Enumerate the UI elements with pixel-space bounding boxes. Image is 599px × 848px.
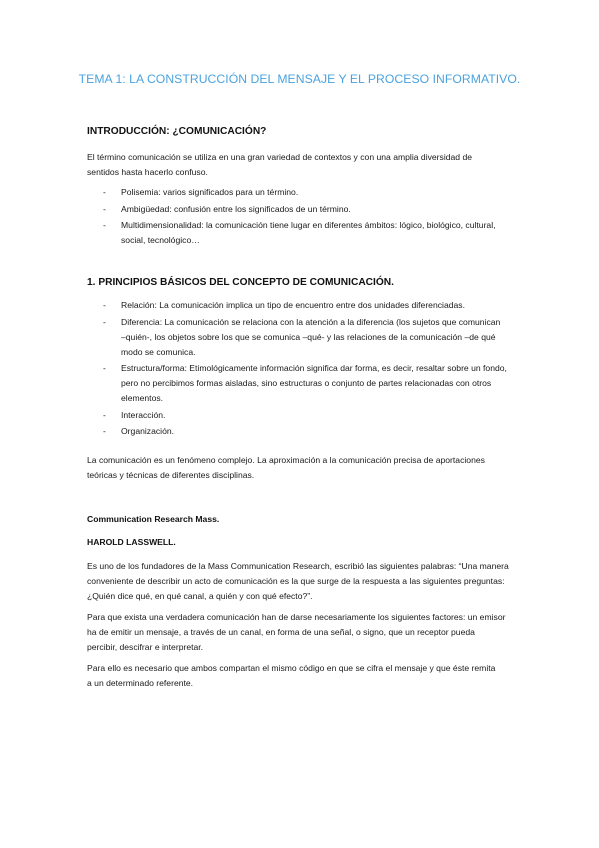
list-item-text: Relación: La comunicación implica un tipo de encuentro entre dos unidades diferenciadas. (121, 300, 465, 310)
list-item (87, 298, 507, 313)
bullet-dash: - (103, 300, 106, 310)
list-item-text: Ambigüedad: confusión entre los significados de un término. (121, 203, 351, 214)
list-item-text: Interacción. (121, 409, 166, 420)
section1-paragraph: La comunicación es un fenómeno complejo. La aproximación a la comunicación precisa de aportaciones teóricas y técnicas de diferentes disciplinas. (87, 455, 485, 480)
list-item (87, 408, 507, 423)
section1-heading: 1. PRINCIPIOS BÁSICOS DEL CONCEPTO DE COMUNICACIÓN. (87, 277, 394, 288)
bullet-dash: - (103, 187, 106, 197)
list-item (87, 185, 507, 200)
document-title: TEMA 1: LA CONSTRUCCIÓN DEL MENSAJE Y EL PROCESO INFORMATIVO. (78, 72, 521, 86)
list-item-text: Diferencia: La comunicación se relaciona con la atención a la diferencia (los sujetos que comunican –quién-, los objetos sobre los que se comunica –qué- y las relaciones de la comunicación –de qué modo se comunica. (121, 316, 501, 357)
list-item (87, 361, 507, 406)
list-item-text: Estructura/forma: Etimológicamente información significa dar forma, es decir, resaltar sobre un fondo, pero no percibimos formas aisladas, sino estructuras o conjunto de partes relacionadas con otros elementos. (121, 363, 507, 403)
bullet-dash: - (103, 363, 106, 373)
list-item (87, 424, 507, 439)
research-paragraph-2: Para que exista una verdadera comunicación han de darse necesariamente los siguientes factores: un emisor ha de emitir un mensaje, a través de un canal, en forma de una señal, o signo, que un receptor pueda percibir, descifrar e interpretar. (87, 612, 506, 652)
research-paragraph-3: Para ello es necesario que ambos compartan el mismo código en que se cifra el mensaje y que éste remita a un determinado referente. (87, 663, 496, 688)
list-item-text: Multidimensionalidad: la comunicación tiene lugar en diferentes ámbitos: lógico, biológico, cultural, social, tecnológico… (121, 220, 496, 245)
research-heading: Communication Research Mass. (87, 514, 220, 524)
intro-paragraph: El término comunicación se utiliza en una gran variedad de contextos y con una amplia diversidad de sentidos hasta hacerlo confuso. (87, 152, 473, 177)
bullet-dash: - (103, 220, 106, 230)
bullet-dash: - (103, 409, 106, 420)
list-item (87, 218, 507, 248)
research-author: HAROLD LASSWELL. (87, 537, 176, 547)
research-paragraph-1: Es uno de los fundadores de la Mass Communication Research, escribió las siguientes palabras: “Una manera conveniente de describir un acto de comunicación es la que surge de la respuesta a las siguientes preguntas: ¿Quién dice qué, en qué canal, a quién y con qué efecto?”. (87, 561, 509, 601)
list-item-text: Polisemia: varios significados para un término. (121, 187, 299, 197)
intro-bullet-list (87, 185, 507, 250)
section1-bullet-list (87, 298, 507, 441)
intro-heading: INTRODUCCIÓN: ¿COMUNICACIÓN? (87, 126, 267, 137)
list-item-text: Organización. (121, 426, 175, 436)
bullet-dash: - (103, 203, 106, 214)
list-item (87, 202, 507, 217)
bullet-dash: - (103, 426, 106, 436)
list-item (87, 315, 507, 360)
bullet-dash: - (103, 316, 106, 327)
